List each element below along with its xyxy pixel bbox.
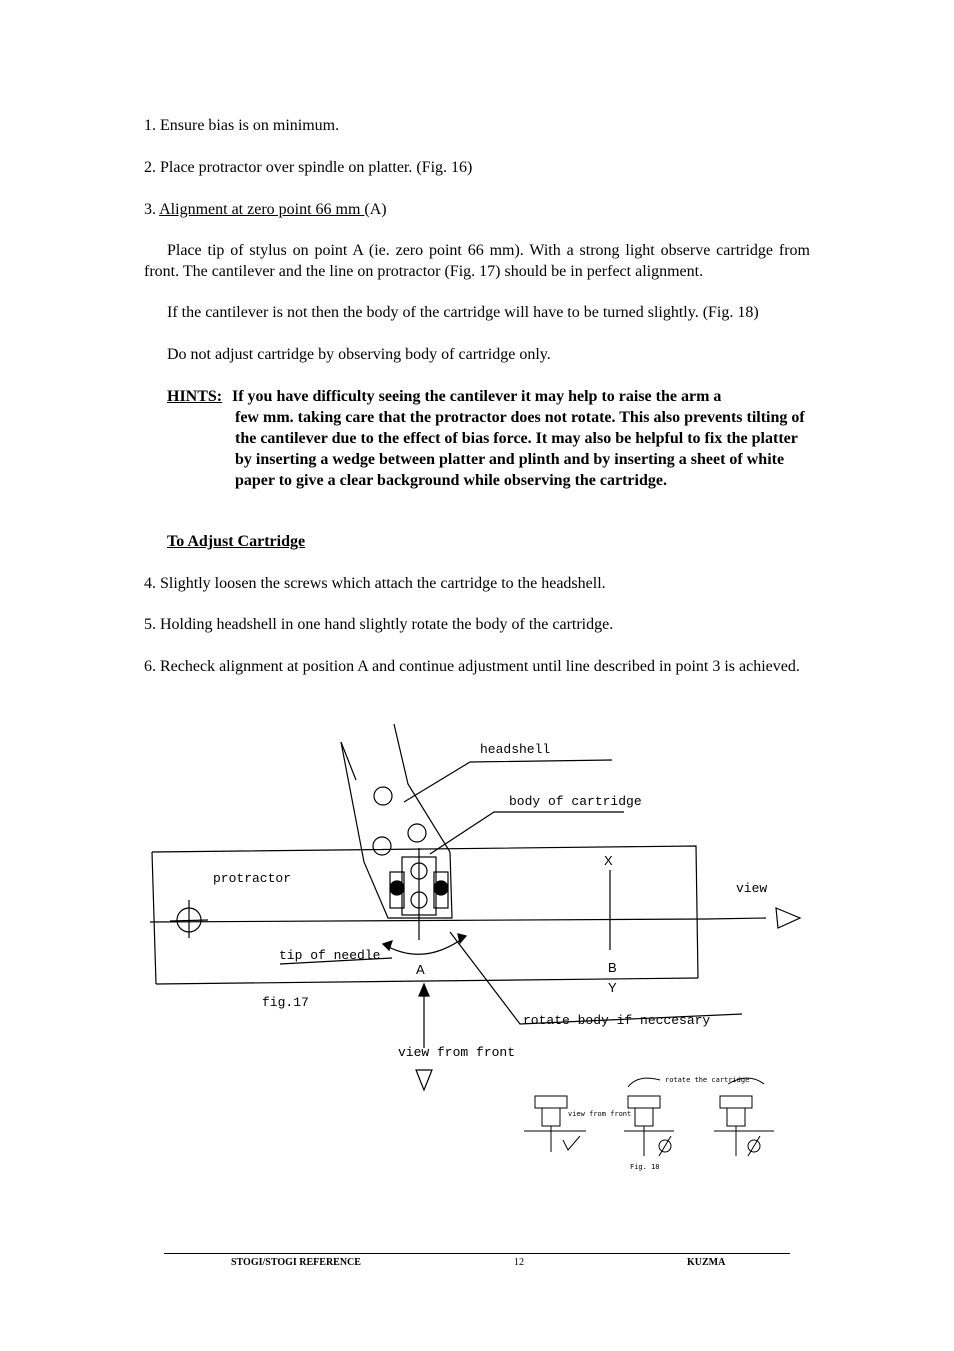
eye-symbol-side — [776, 908, 800, 928]
label-point-a: A — [416, 962, 425, 977]
step-3 — [144, 199, 810, 220]
instruction-paragraph-1: Place tip of stylus on point A (ie. zero point 66 mm). With a strong light observe cartridge from front. The cantilever and the line on protractor (Fig. 17) should be in perfect alignment. — [144, 242, 810, 280]
rotate-leader — [450, 932, 742, 1024]
headshell-hole-top — [374, 787, 392, 805]
footer-title: STOGI/STOGI REFERENCE — [231, 1257, 361, 1268]
label-headshell: headshell — [480, 742, 551, 757]
label-body-of-cartridge: body of cartridge — [509, 794, 642, 809]
eye-symbol-front — [416, 1070, 432, 1090]
label-fig17: fig.17 — [262, 995, 309, 1010]
label-fig18-view-front: view from front — [568, 1110, 632, 1118]
hints-rest: few mm. taking care that the protractor does not rotate. This also prevents tilting of the cantilever due to the effect of bias force. It may also be helpful to fix the platter by inserting a wedge between platter and plinth and by inserting a sheet of white paper to give a clear background while observing the cartridge. — [235, 409, 805, 489]
footer-brand: KUZMA — [687, 1257, 726, 1268]
label-point-x: X — [604, 853, 613, 868]
step-2: 2. Place protractor over spindle on platter. (Fig. 16) — [144, 159, 473, 176]
page-number: 12 — [514, 1257, 524, 1268]
fig18-cartridge-2 — [624, 1078, 674, 1156]
hints-label: HINTS: — [167, 388, 223, 405]
instruction-paragraph-2: If the cantilever is not then the body of the cartridge will have to be turned slightly. (Fig. 18) — [167, 304, 759, 321]
label-protractor: protractor — [213, 871, 292, 886]
step-5: 5. Holding headshell in one hand slightly rotate the body of the cartridge. — [144, 616, 614, 633]
label-view-from-front: view from front — [398, 1045, 516, 1060]
screw-right — [434, 881, 448, 895]
screw-left — [390, 881, 404, 895]
step-3-number: 3. — [144, 201, 160, 218]
step-6: 6. Recheck alignment at position A and continue adjustment until line described in point 3 is achieved. — [144, 658, 800, 675]
adjust-cartridge-heading: To Adjust Cartridge — [167, 533, 306, 550]
label-tip-of-needle: tip of needle — [279, 948, 381, 963]
step-3-suffix: (A) — [364, 201, 387, 218]
alignment-figure — [140, 722, 820, 1182]
fig18-cartridge-3 — [714, 1078, 774, 1156]
label-point-y: Y — [608, 980, 617, 995]
hints-first-line: If you have difficulty seeing the cantilever it may help to raise the arm a — [232, 388, 722, 405]
fig18-cartridge-1 — [524, 1096, 586, 1152]
footer-rule — [164, 1253, 790, 1254]
label-fig18: Fig. 18 — [630, 1163, 660, 1171]
label-rotate-body: rotate body if neccesary — [523, 1013, 711, 1028]
step-3-title: Alignment at zero point 66 mm — [159, 201, 365, 218]
rotation-arc — [383, 936, 466, 954]
instruction-paragraph-3: Do not adjust cartridge by observing body of cartridge only. — [167, 346, 551, 363]
step-1: 1. Ensure bias is on minimum. — [144, 117, 340, 134]
label-view: view — [736, 881, 768, 896]
label-point-b: B — [608, 960, 617, 975]
hints-body — [232, 386, 812, 491]
label-fig18-rotate: rotate the cartridge — [665, 1076, 750, 1084]
alignment-line — [150, 919, 706, 922]
step-4: 4. Slightly loosen the screws which attach the cartridge to the headshell. — [144, 575, 606, 592]
